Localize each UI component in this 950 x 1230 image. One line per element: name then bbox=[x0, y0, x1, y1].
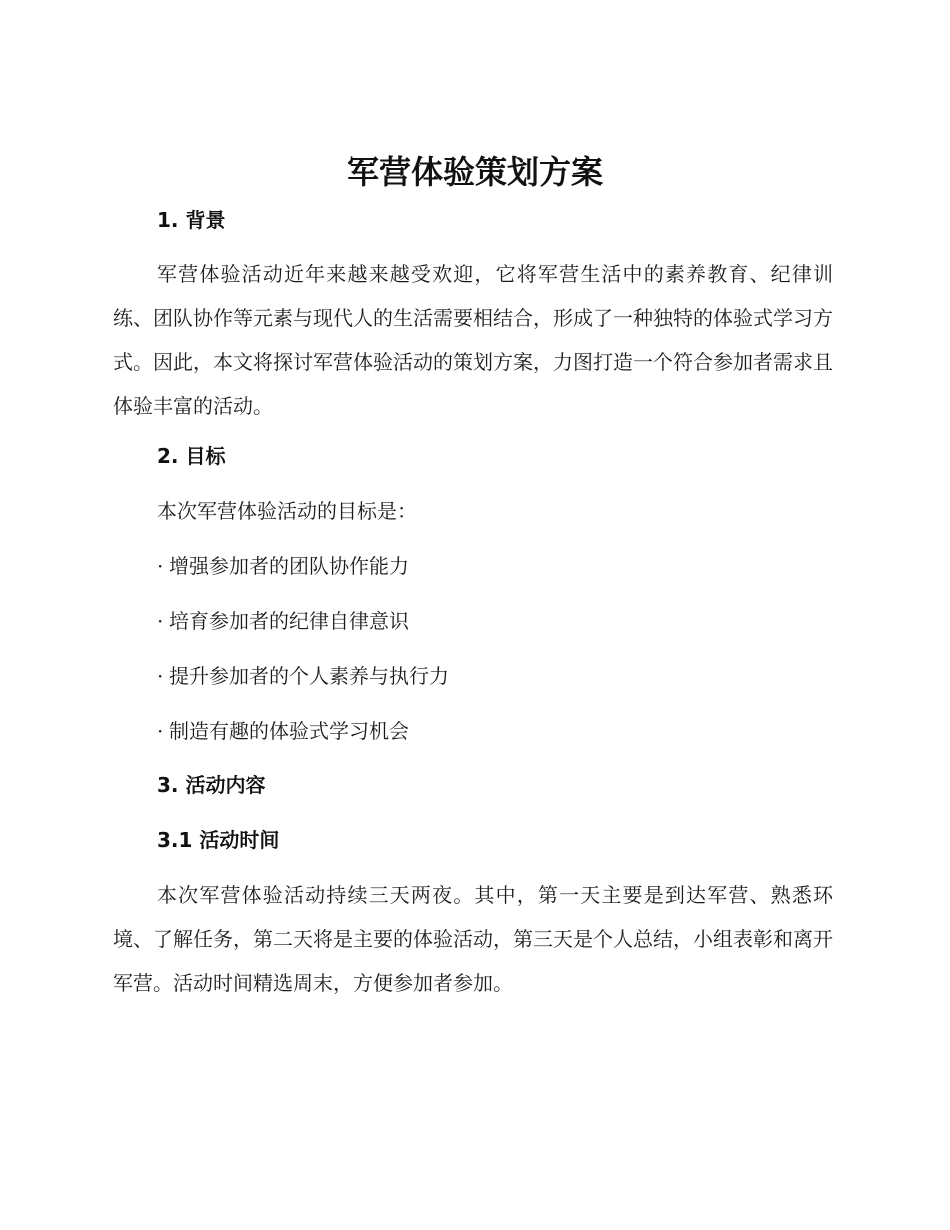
goal-item bbox=[157, 607, 409, 635]
goal-item bbox=[157, 662, 449, 690]
bullet-icon: · bbox=[157, 554, 164, 578]
goal-item bbox=[157, 552, 409, 580]
time-paragraph: 本次军营体验活动持续三天两夜。其中，第一天主要是到达军营、熟悉环境、了解任务，第二天将是主要的体验活动，第三天是个人总结，小组表彰和离开军营。活动时间精选周末，方便参加者参加。 bbox=[113, 883, 833, 995]
section-heading-background: 1. 背景 bbox=[157, 208, 226, 232]
bullet-icon: · bbox=[157, 609, 164, 633]
section-heading-content: 3. 活动内容 bbox=[157, 773, 266, 797]
bullet-icon: · bbox=[157, 664, 164, 688]
goal-item bbox=[157, 717, 409, 745]
section-heading-goals: 2. 目标 bbox=[157, 444, 226, 468]
subsection-heading-time: 3.1 活动时间 bbox=[157, 828, 280, 852]
document-title: 军营体验策划方案 bbox=[346, 153, 603, 191]
goal-item-text: 培育参加者的纪律自律意识 bbox=[169, 609, 409, 633]
goal-item-text: 提升参加者的个人素养与执行力 bbox=[169, 664, 449, 688]
background-paragraph: 军营体验活动近年来越来越受欢迎，它将军营生活中的素养教育、纪律训练、团队协作等元素与现代人的生活需要相结合，形成了一种独特的体验式学习方式。因此，本文将探讨军营体验活动的策划方案，力图打造一个符合参加者需求且体验丰富的活动。 bbox=[113, 262, 833, 418]
goal-item-text: 制造有趣的体验式学习机会 bbox=[169, 719, 409, 743]
goals-intro: 本次军营体验活动的目标是： bbox=[157, 499, 417, 523]
goal-item-text: 增强参加者的团队协作能力 bbox=[169, 554, 409, 578]
bullet-icon: · bbox=[157, 719, 164, 743]
